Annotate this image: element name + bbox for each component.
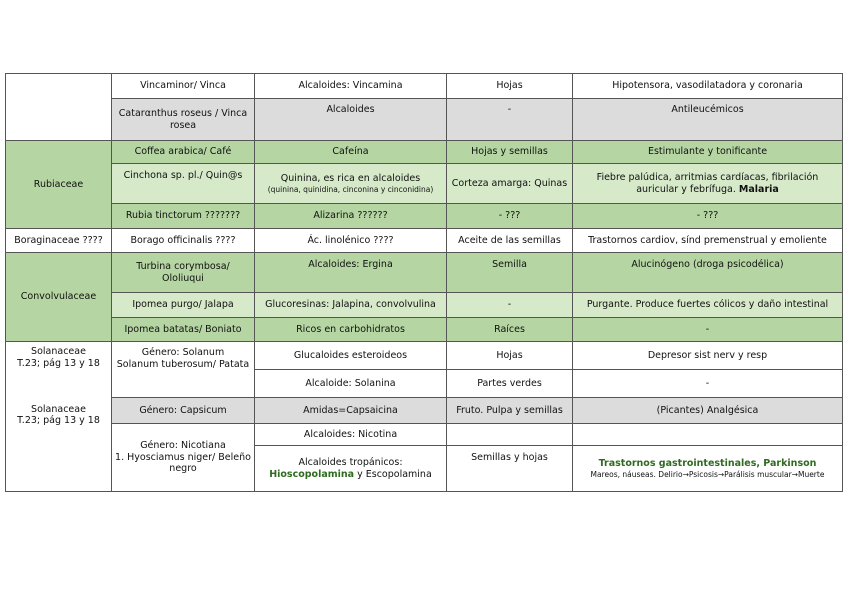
compound-cell: Alizarina ?????? — [255, 204, 447, 229]
family-cell — [6, 398, 112, 492]
plant-cell: Catarαnthus roseus / Vinca rosea — [112, 99, 255, 141]
compound-rest: y Escopolamina — [357, 468, 432, 480]
compound-cell: Alcaloides — [255, 99, 447, 141]
family-cell: Convolvulaceae — [6, 253, 112, 342]
use-cell: Alucinógeno (droga psicodélica) — [573, 253, 843, 293]
plant-cell: Borago officinalis ???? — [112, 229, 255, 253]
table-row — [6, 99, 843, 141]
family-cell — [6, 342, 112, 398]
table-row — [6, 229, 843, 253]
compound-cell: Alcaloides: Ergina — [255, 253, 447, 293]
table-row — [6, 253, 843, 293]
use-cell: Estimulante y tonificante — [573, 141, 843, 164]
use-cell: Antileucémicos — [573, 99, 843, 141]
compound-cell: Amidas=Capsaicina — [255, 398, 447, 424]
use-cell: - — [573, 318, 843, 342]
compound-cell: Cafeína — [255, 141, 447, 164]
table-row — [6, 318, 843, 342]
compound-cell: Alcaloide: Solanina — [255, 370, 447, 398]
compound-cell: Ricos en carbohidratos — [255, 318, 447, 342]
use-cell: - ??? — [573, 204, 843, 229]
use-cell: Hipotensora, vasodilatadora y coronaria — [573, 74, 843, 99]
plant-name: Solanum tuberosum/ Patata — [116, 358, 250, 370]
use-text: Fiebre palúdica, arritmias cardíacas, fibrilación auricular y febrífuga. — [596, 171, 819, 195]
part-cell: Hojas y semillas — [447, 141, 573, 164]
family-ref: T.23; pág 13 y 18 — [17, 357, 100, 369]
plant-cell: Rubia tinctorum ??????? — [112, 204, 255, 229]
compound-bold: Hioscopolamina — [269, 468, 355, 480]
table-row — [6, 164, 843, 204]
compound-cell: Alcaloides: Nicotina — [255, 424, 447, 446]
part-cell: Hojas — [447, 74, 573, 99]
part-cell: Raíces — [447, 318, 573, 342]
use-cell — [573, 424, 843, 446]
use-cell: - — [573, 370, 843, 398]
compound-cell: Glucaloides esteroideos — [255, 342, 447, 370]
part-cell: Semillas y hojas — [447, 446, 573, 492]
table-row — [6, 141, 843, 164]
table-row — [6, 424, 843, 446]
part-cell: Aceite de las semillas — [447, 229, 573, 253]
use-cell: Depresor sist nerv y resp — [573, 342, 843, 370]
compound-cell — [255, 446, 447, 492]
part-cell: - — [447, 293, 573, 318]
plant-cell: Coffea arabica/ Café — [112, 141, 255, 164]
compound-cell: Glucoresinas: Jalapina, convolvulina — [255, 293, 447, 318]
use-detail: Mareos, náuseas. Delirio→Psicosis→Parálisis muscular→Muerte — [590, 469, 825, 479]
plant-cell: Ipomea batatas/ Boniato — [112, 318, 255, 342]
compound-main: Quinina, es rica en alcaloides — [280, 172, 421, 184]
part-cell — [447, 424, 573, 446]
use-cell — [573, 164, 843, 204]
plant-cell — [112, 424, 255, 492]
family-name: Solanaceae — [31, 346, 86, 357]
family-name: Solanaceae — [31, 403, 86, 415]
table-row — [6, 74, 843, 99]
plant-cell: Género: Capsicum — [112, 398, 255, 424]
compound-cell: Alcaloides: Vincamina — [255, 74, 447, 99]
use-cell — [573, 446, 843, 492]
table-row — [6, 398, 843, 424]
part-cell: Fruto. Pulpa y semillas — [447, 398, 573, 424]
compound-detail: (quinina, quinidina, cinconina y cinconidina) — [267, 184, 434, 194]
family-cell — [6, 74, 112, 141]
part-cell: Partes verdes — [447, 370, 573, 398]
plant-cell: Ipomea purgo/ Jalapa — [112, 293, 255, 318]
plant-cell: Turbina corymbosa/ Ololiuqui — [112, 253, 255, 293]
family-ref: T.23; pág 13 y 18 — [17, 415, 100, 427]
plant-cell: Vincaminor/ Vinca — [112, 74, 255, 99]
plant-genus: Género: Solanum — [141, 347, 225, 358]
part-cell: Semilla — [447, 253, 573, 293]
use-cell: (Picantes) Analgésica — [573, 398, 843, 424]
plant-name: 1. Hyosciamus niger/ Beleño negro — [115, 451, 251, 475]
family-cell: Rubiaceae — [6, 141, 112, 229]
compound-cell — [255, 164, 447, 204]
part-cell: - ??? — [447, 204, 573, 229]
part-cell: Corteza amarga: Quinas — [447, 164, 573, 204]
use-bold: Malaria — [738, 183, 779, 195]
use-cell: Purgante. Produce fuertes cólicos y daño intestinal — [573, 293, 843, 318]
plant-cell: Cinchona sp. pl./ Quin@s — [112, 164, 255, 204]
part-cell: Hojas — [447, 342, 573, 370]
table-row — [6, 293, 843, 318]
table-row — [6, 204, 843, 229]
use-cell: Trastornos cardiov, sínd premenstrual y emoliente — [573, 229, 843, 253]
part-cell: - — [447, 99, 573, 141]
compound-main: Alcaloides tropánicos: — [298, 456, 403, 468]
table-row — [6, 342, 843, 370]
compound-cell: Ác. linolénico ???? — [255, 229, 447, 253]
plant-genus: Género: Nicotiana — [140, 439, 226, 451]
plant-cell — [112, 342, 255, 398]
family-cell: Boraginaceae ???? — [6, 229, 112, 253]
plants-table — [5, 73, 843, 492]
use-bold: Trastornos gastrointestinales, Parkinson — [598, 457, 817, 469]
